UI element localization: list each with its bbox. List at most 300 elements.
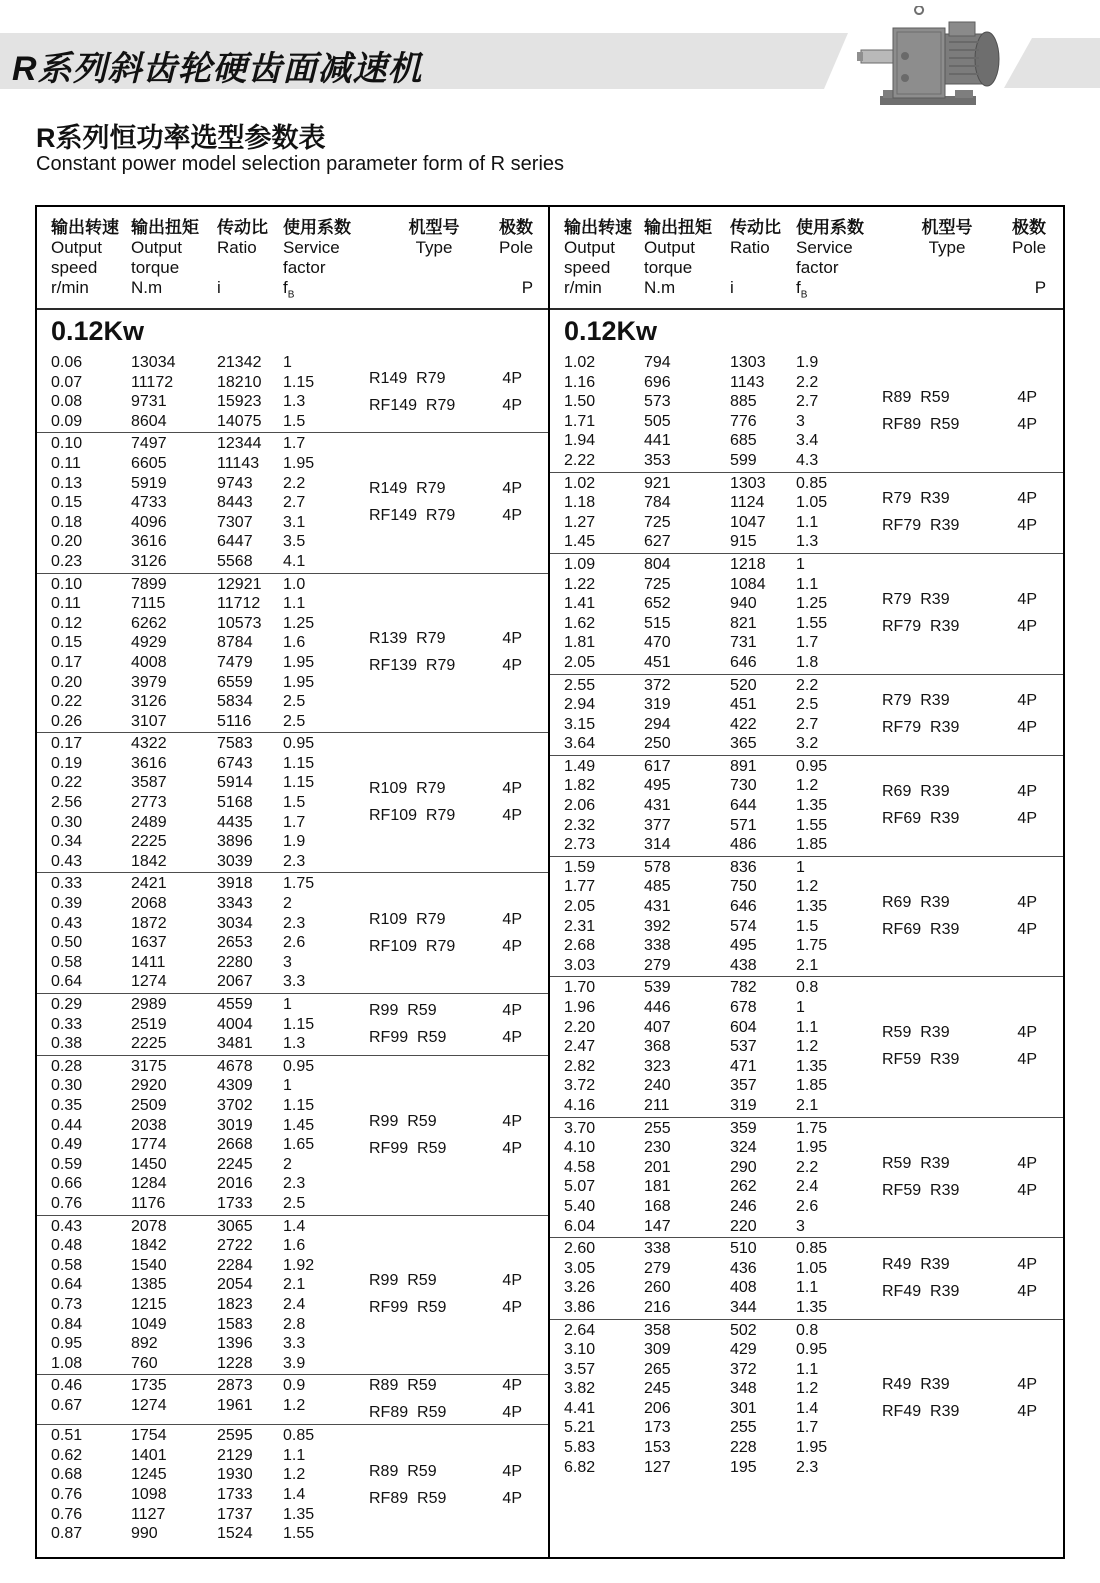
type-line — [369, 1489, 522, 1509]
cell-output-torque: 377 — [644, 816, 671, 834]
header-line: P — [1034, 278, 1047, 297]
pole-value: 4P — [502, 630, 522, 648]
cell-ratio: 422 — [730, 715, 757, 733]
terminal-box — [949, 22, 975, 36]
cell-service-factor: 2.7 — [796, 393, 819, 411]
cell-output-speed: 0.08 — [51, 393, 83, 411]
cell-ratio: 685 — [730, 432, 757, 450]
table-row — [51, 454, 369, 474]
header-line — [1012, 258, 1046, 278]
table-row — [51, 434, 369, 454]
table-row — [51, 353, 369, 373]
cell-output-speed: 3.86 — [564, 1298, 596, 1316]
cell-output-speed: 2.22 — [564, 451, 596, 469]
type-line — [882, 1282, 1037, 1302]
cell-output-speed: 0.38 — [51, 1035, 83, 1053]
cell-output-torque: 485 — [644, 878, 671, 896]
cell-service-factor: 2.3 — [283, 852, 306, 870]
cell-ratio: 5834 — [217, 693, 253, 711]
cell-service-factor: 2.2 — [796, 676, 819, 694]
cell-output-torque: 255 — [644, 1119, 671, 1137]
table-row — [564, 1379, 882, 1399]
pole-value: 4P — [502, 807, 522, 825]
table-group — [550, 553, 1063, 674]
column-header — [283, 218, 369, 308]
cell-ratio: 510 — [730, 1240, 757, 1258]
pole-value: 4P — [502, 1112, 522, 1130]
type-line — [882, 1402, 1037, 1422]
cell-output-torque: 3126 — [131, 552, 167, 570]
cell-ratio: 1124 — [730, 494, 765, 512]
cell-service-factor: 1.1 — [796, 1279, 819, 1297]
table-row — [564, 816, 882, 836]
table-group — [37, 352, 548, 432]
cell-ratio: 438 — [730, 956, 757, 974]
cell-output-torque: 1127 — [131, 1505, 166, 1523]
table-row — [51, 832, 369, 852]
cell-ratio: 1084 — [730, 575, 766, 593]
table-row — [51, 614, 369, 634]
table-row — [564, 493, 882, 513]
cell-output-torque: 3616 — [131, 533, 167, 551]
cell-ratio: 646 — [730, 653, 757, 671]
cell-service-factor: 1.7 — [283, 813, 306, 831]
banner-title: R系列斜齿轮硬齿面减速机 — [12, 50, 423, 88]
pole-value: 4P — [502, 1377, 522, 1395]
column-header-row — [37, 207, 548, 310]
table-group — [37, 732, 548, 872]
cell-output-torque: 3107 — [131, 712, 167, 730]
cell-ratio: 537 — [730, 1038, 757, 1056]
type-block — [882, 1321, 1063, 1478]
cell-service-factor: 3 — [796, 1217, 805, 1235]
table-group — [550, 472, 1063, 553]
cell-ratio: 451 — [730, 696, 757, 714]
cell-output-speed: 1.94 — [564, 432, 596, 450]
column-header — [499, 218, 543, 308]
cell-output-torque: 181 — [644, 1178, 671, 1196]
data-rows — [37, 874, 369, 992]
cell-output-torque: 4733 — [131, 494, 167, 512]
type-line — [369, 629, 522, 649]
table-row — [564, 1340, 882, 1360]
cell-output-speed: 5.21 — [564, 1419, 596, 1437]
cell-ratio: 2016 — [217, 1175, 253, 1193]
cell-output-speed: 0.64 — [51, 1276, 83, 1294]
cell-ratio: 782 — [730, 979, 757, 997]
type-label: R99 R59 — [369, 1112, 437, 1130]
cell-output-torque: 9731 — [131, 393, 167, 411]
cell-ratio: 14075 — [217, 412, 262, 430]
table-row — [51, 493, 369, 513]
cell-output-speed: 0.10 — [51, 435, 83, 453]
cell-service-factor: 1.15 — [283, 774, 315, 792]
cell-service-factor: 1.15 — [283, 373, 315, 391]
table-row — [51, 1485, 369, 1505]
cell-ratio: 646 — [730, 898, 757, 916]
cell-service-factor: 1.5 — [283, 794, 306, 812]
table-group — [550, 1237, 1063, 1318]
cell-service-factor: 1.95 — [283, 673, 315, 691]
table-group — [37, 432, 548, 572]
cell-output-torque: 338 — [644, 937, 671, 955]
cell-output-speed: 0.87 — [51, 1525, 83, 1543]
cell-output-torque: 2773 — [131, 794, 167, 812]
cell-output-torque: 245 — [644, 1380, 671, 1398]
cell-service-factor: 0.95 — [796, 757, 828, 775]
cell-ratio: 4435 — [217, 813, 253, 831]
table-row — [51, 933, 369, 953]
cell-output-torque: 309 — [644, 1341, 671, 1359]
cell-output-torque: 470 — [644, 634, 671, 652]
cell-output-speed: 0.49 — [51, 1136, 83, 1154]
cell-service-factor: 0.9 — [283, 1377, 306, 1395]
header-line: N.m — [644, 278, 676, 297]
cell-ratio: 324 — [730, 1139, 757, 1157]
cell-ratio: 3019 — [217, 1116, 253, 1134]
table-row — [51, 594, 369, 614]
column-header — [796, 218, 882, 308]
cell-service-factor: 2.7 — [283, 494, 306, 512]
cell-ratio: 195 — [730, 1458, 757, 1476]
table-row — [51, 1076, 369, 1096]
cell-ratio: 6447 — [217, 533, 253, 551]
cell-output-speed: 0.12 — [51, 614, 83, 632]
table-row — [51, 474, 369, 494]
cell-output-speed: 4.16 — [564, 1096, 596, 1114]
type-block — [882, 978, 1063, 1115]
type-line — [369, 369, 522, 389]
cell-output-speed: 0.09 — [51, 412, 83, 430]
header-line: 极数 — [1012, 218, 1047, 237]
cell-ratio: 10573 — [217, 614, 262, 632]
cell-output-speed: 0.22 — [51, 774, 83, 792]
table-row — [564, 575, 882, 595]
table-row — [51, 1034, 369, 1054]
type-block — [369, 434, 548, 571]
cell-output-speed: 0.11 — [51, 595, 81, 613]
table-row — [51, 953, 369, 973]
cell-output-speed: 0.48 — [51, 1237, 83, 1255]
table-row — [51, 1315, 369, 1335]
cell-service-factor: 2.6 — [283, 934, 306, 952]
table-row — [564, 1158, 882, 1178]
header-line: torque — [644, 258, 693, 277]
header-line: Type — [928, 238, 966, 257]
type-label: R69 R39 — [882, 783, 950, 801]
cell-service-factor: 2.2 — [796, 373, 819, 391]
pole-value: 4P — [502, 1299, 522, 1317]
cell-ratio: 2284 — [217, 1256, 253, 1274]
cell-output-speed: 0.15 — [51, 494, 83, 512]
header-line: 输出扭矩 — [131, 218, 199, 237]
cell-output-speed: 0.44 — [51, 1116, 83, 1134]
table-row — [51, 1174, 369, 1194]
cell-ratio: 228 — [730, 1439, 757, 1457]
table-left-half — [37, 207, 550, 1557]
cell-output-torque: 725 — [644, 575, 671, 593]
pole-value: 4P — [502, 780, 522, 798]
header-line — [369, 278, 499, 298]
table-row — [564, 451, 882, 471]
cell-output-speed: 3.15 — [564, 715, 596, 733]
pole-value: 4P — [1017, 894, 1037, 912]
cell-output-speed: 0.76 — [51, 1505, 83, 1523]
cell-service-factor: 2.3 — [283, 1175, 306, 1193]
cell-output-speed: 5.07 — [564, 1178, 596, 1196]
type-line — [369, 1112, 522, 1132]
cell-service-factor: 1.5 — [283, 412, 306, 430]
cell-service-factor: 1.5 — [796, 917, 819, 935]
cell-ratio: 220 — [730, 1217, 757, 1235]
cell-output-speed: 0.17 — [51, 653, 83, 671]
table-row — [564, 1018, 882, 1038]
table-row — [51, 532, 369, 552]
table-row — [51, 1096, 369, 1116]
cell-service-factor: 1.92 — [283, 1256, 315, 1274]
cell-output-speed: 1.96 — [564, 999, 596, 1016]
cell-output-torque: 1274 — [131, 973, 167, 991]
cell-ratio: 776 — [730, 412, 757, 430]
type-label: R59 R39 — [882, 1154, 950, 1172]
table-row — [51, 1396, 369, 1416]
cell-output-torque: 2489 — [131, 813, 167, 831]
cell-service-factor: 1.3 — [796, 533, 819, 551]
cell-ratio: 486 — [730, 836, 757, 854]
cell-output-torque: 3979 — [131, 673, 167, 691]
cell-output-speed: 0.20 — [51, 673, 83, 691]
cell-output-torque: 7497 — [131, 435, 167, 453]
cell-ratio: 4309 — [217, 1077, 253, 1095]
table-group — [550, 856, 1063, 977]
data-rows — [550, 757, 882, 855]
cell-output-speed: 0.18 — [51, 513, 83, 531]
cell-ratio: 4559 — [217, 996, 253, 1013]
table-row — [564, 653, 882, 673]
cell-output-torque: 279 — [644, 956, 671, 974]
cell-output-torque: 2038 — [131, 1116, 167, 1134]
cell-output-speed: 2.68 — [564, 937, 596, 955]
cell-output-speed: 3.57 — [564, 1360, 596, 1378]
type-label: RF69 R39 — [882, 921, 960, 939]
table-row — [51, 1446, 369, 1466]
cell-service-factor: 2.5 — [283, 1194, 306, 1212]
table-row — [564, 877, 882, 897]
cell-ratio: 940 — [730, 595, 757, 613]
table-row — [51, 1116, 369, 1136]
cell-output-torque: 4096 — [131, 513, 167, 531]
cell-output-torque: 1098 — [131, 1486, 167, 1504]
cell-output-torque: 353 — [644, 451, 671, 469]
table-row — [51, 1217, 369, 1237]
cell-output-speed: 2.05 — [564, 898, 596, 916]
cell-service-factor: 1.95 — [283, 454, 315, 472]
lifting-eye — [915, 6, 923, 14]
cell-output-torque: 265 — [644, 1360, 671, 1378]
cell-service-factor: 2.3 — [283, 914, 306, 932]
cell-output-speed: 0.58 — [51, 953, 83, 971]
cell-output-torque: 794 — [644, 354, 671, 371]
type-line — [882, 691, 1037, 711]
header-line — [730, 258, 796, 278]
type-line — [369, 937, 522, 957]
cell-service-factor: 4.1 — [283, 552, 306, 570]
cell-output-torque: 495 — [644, 777, 671, 795]
page-title-en: Constant power model selection parameter form of R series — [36, 153, 565, 175]
cell-output-torque: 2225 — [131, 1035, 167, 1053]
cell-output-speed: 5.83 — [564, 1439, 596, 1457]
cell-output-speed: 0.43 — [51, 914, 83, 932]
cell-ratio: 2067 — [217, 973, 253, 991]
cell-service-factor: 1 — [283, 354, 292, 371]
column-header — [564, 218, 644, 308]
cell-output-torque: 2989 — [131, 996, 167, 1013]
type-line — [369, 1376, 522, 1396]
type-line — [882, 516, 1037, 536]
parameter-table — [35, 205, 1065, 1559]
cell-ratio: 495 — [730, 937, 757, 955]
data-rows — [37, 734, 369, 871]
table-group — [550, 674, 1063, 755]
table-row — [564, 431, 882, 451]
cell-ratio: 3918 — [217, 875, 253, 893]
cell-output-speed: 0.50 — [51, 934, 83, 952]
cell-service-factor: 1.4 — [796, 1399, 819, 1417]
table-row — [51, 1295, 369, 1315]
cell-service-factor: 1.8 — [796, 653, 819, 671]
header-line: P — [521, 278, 534, 297]
table-group — [550, 1117, 1063, 1238]
data-rows — [550, 978, 882, 1115]
table-row — [564, 1418, 882, 1438]
table-row — [564, 555, 882, 575]
table-row — [51, 874, 369, 894]
cell-service-factor: 3.1 — [283, 513, 306, 531]
type-label: RF59 R39 — [882, 1181, 960, 1199]
cell-output-speed: 1.50 — [564, 393, 596, 411]
table-row — [564, 676, 882, 696]
cell-ratio: 429 — [730, 1341, 757, 1359]
type-label: RF139 R79 — [369, 657, 456, 675]
cell-ratio: 1047 — [730, 513, 766, 531]
table-row — [51, 995, 369, 1015]
table-row — [564, 594, 882, 614]
table-group — [37, 1215, 548, 1375]
header-line: $f_B$ — [796, 278, 808, 301]
table-row — [564, 956, 882, 976]
type-line — [882, 1023, 1037, 1043]
cell-output-speed: 2.32 — [564, 816, 596, 834]
cell-ratio: 7583 — [217, 735, 253, 753]
pole-value: 4P — [1017, 517, 1037, 535]
cell-service-factor: 0.95 — [796, 1341, 828, 1359]
table-row — [51, 1426, 369, 1446]
cell-ratio: 1218 — [730, 555, 766, 573]
cell-output-speed: 2.64 — [564, 1321, 596, 1339]
header-line: $f_B$ — [283, 278, 295, 301]
cell-ratio: 6743 — [217, 754, 253, 772]
cell-output-speed: 0.22 — [51, 693, 83, 711]
cell-service-factor: 1.25 — [283, 614, 315, 632]
table-row — [51, 1354, 369, 1374]
pole-value: 4P — [502, 937, 522, 955]
cell-service-factor: 1.35 — [796, 1298, 828, 1316]
cell-ratio: 8443 — [217, 494, 253, 512]
cell-output-speed: 2.06 — [564, 797, 596, 815]
cell-ratio: 7307 — [217, 513, 253, 531]
table-row — [51, 575, 369, 595]
cell-output-torque: 407 — [644, 1018, 671, 1036]
cell-output-torque: 1872 — [131, 914, 167, 932]
page-title-cn: R系列恒功率选型参数表 — [36, 123, 326, 153]
cell-output-torque: 250 — [644, 735, 671, 753]
cell-output-torque: 1385 — [131, 1276, 167, 1294]
header-line: torque — [131, 258, 180, 277]
cell-service-factor: 2.6 — [796, 1197, 819, 1215]
cell-service-factor: 2.8 — [283, 1315, 306, 1333]
cell-output-torque: 441 — [644, 432, 671, 450]
data-rows — [37, 1426, 369, 1544]
cell-output-speed: 0.15 — [51, 634, 83, 652]
type-line — [369, 1298, 522, 1318]
pole-value: 4P — [1017, 719, 1037, 737]
header-line: speed — [564, 258, 611, 277]
table-row — [564, 412, 882, 432]
cell-ratio: 2245 — [217, 1155, 253, 1173]
table-body-right — [550, 352, 1063, 1478]
cell-ratio: 644 — [730, 797, 757, 815]
cell-output-speed: 0.84 — [51, 1315, 83, 1333]
cell-service-factor: 2.4 — [796, 1178, 819, 1196]
type-label: RF149 R79 — [369, 507, 456, 525]
cell-service-factor: 1.05 — [796, 494, 828, 512]
header-line: Output — [644, 238, 696, 257]
type-label: R89 R59 — [369, 1462, 437, 1480]
cell-service-factor: 1.6 — [283, 1237, 306, 1255]
type-line — [369, 396, 522, 416]
pole-value: 4P — [502, 910, 522, 928]
cell-output-torque: 8604 — [131, 412, 167, 430]
pole-value: 4P — [502, 657, 522, 675]
cell-output-speed: 3.70 — [564, 1119, 596, 1137]
cell-output-torque: 7115 — [131, 595, 166, 613]
cell-output-speed: 3.10 — [564, 1341, 596, 1359]
cell-ratio: 604 — [730, 1018, 757, 1036]
table-row — [51, 1524, 369, 1544]
data-rows — [37, 1217, 369, 1374]
cell-output-torque: 2421 — [131, 875, 167, 893]
type-label: R79 R39 — [882, 692, 950, 710]
type-line — [882, 1255, 1037, 1275]
cell-output-speed: 0.66 — [51, 1175, 83, 1193]
type-label: RF79 R39 — [882, 618, 960, 636]
header-line: factor — [283, 258, 326, 277]
type-block — [369, 1057, 548, 1214]
cell-ratio: 359 — [730, 1119, 757, 1137]
cell-output-torque: 3616 — [131, 754, 167, 772]
table-row — [564, 1360, 882, 1380]
cell-output-speed: 0.19 — [51, 754, 83, 772]
table-row — [51, 754, 369, 774]
cell-output-speed: 3.03 — [564, 956, 596, 974]
cell-service-factor: 2.1 — [796, 956, 819, 974]
cell-service-factor: 2 — [283, 895, 292, 913]
table-right-half — [550, 207, 1063, 1557]
type-label: R149 R79 — [369, 480, 446, 498]
cell-output-speed: 0.23 — [51, 552, 83, 570]
cell-service-factor: 2 — [283, 1155, 292, 1173]
cell-ratio: 7479 — [217, 653, 253, 671]
